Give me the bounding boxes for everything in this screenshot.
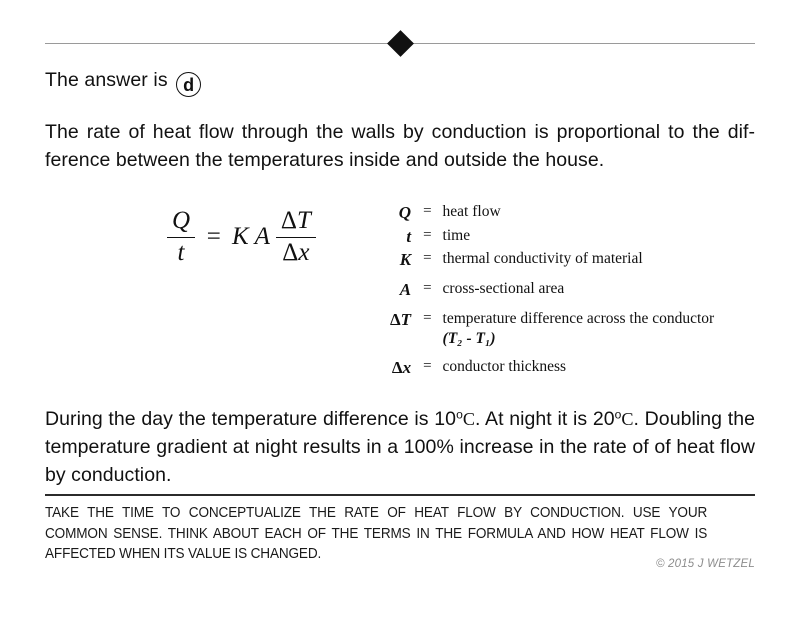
celsius-unit-night: C xyxy=(621,409,634,430)
answer-choice-badge: d xyxy=(176,72,201,97)
equation-rhs-fraction-bar xyxy=(276,237,316,238)
copyright-notice: © 2015 J WETZEL xyxy=(655,558,755,570)
closing-part-2: . At night it is 20 xyxy=(474,408,615,431)
legend-equals: = xyxy=(423,203,432,220)
legend-equals: = xyxy=(423,358,432,375)
answer-prefix: The answer is xyxy=(45,69,168,91)
legend-equals: = xyxy=(423,310,432,327)
delta-symbol-icon: Δ xyxy=(390,310,401,330)
equation-rhs-fraction xyxy=(276,208,316,266)
legend-row xyxy=(390,350,714,380)
delta-symbol-denominator: Δ xyxy=(282,239,299,267)
equation-rhs-denominator xyxy=(277,240,314,266)
footer-note: TAKE THE TIME TO CONCEPTUALIZE THE RATE OF HEAT FLOW BY CONDUCTION. USE YOUR COMMON SENSE. THINK ABOUT EACH OF THE TERMS IN THE FORMULA AND HOW HEAT FLOW IS AFFECTED WHEN ITS VALUE IS CHANGED. xyxy=(45,505,708,563)
statement-line-2: ference between the temperatures inside and outside the house. xyxy=(45,148,605,171)
equation-rhs-numerator xyxy=(276,208,316,234)
closing-paragraph xyxy=(45,406,755,489)
legend-row xyxy=(390,249,714,272)
closing-part-1: During the day the temperature difference is 10 xyxy=(45,408,457,431)
legend-description-text: temperature difference across the conductor xyxy=(442,310,715,328)
degree-symbol-day: o xyxy=(456,408,463,423)
equation-rhs-numerator-var: T xyxy=(296,207,311,235)
diamond-divider-icon xyxy=(387,30,414,57)
legend-equals: = xyxy=(423,249,432,266)
legend-description xyxy=(443,302,715,350)
legend-temperature-pair: (T₂ - T₁) xyxy=(442,329,496,347)
equation-coefficient-k: K xyxy=(231,223,249,251)
statement-line-1: The rate of heat flow through the walls by conduction is proportional to the dif- xyxy=(45,121,755,143)
legend-description: time xyxy=(442,226,471,244)
closing-part-3: . Doubling the temperature gradient at night results in a 100% increase in the rate of of heat flow by conduction. xyxy=(45,408,755,486)
equation-lhs-denominator: t xyxy=(177,239,185,267)
legend-row xyxy=(390,302,714,350)
legend-description: heat flow xyxy=(442,203,501,221)
answer-line xyxy=(45,68,755,97)
equation-rhs-denominator-var: x xyxy=(298,239,310,267)
equation-lhs-numerator: Q xyxy=(172,207,191,235)
equation-lhs-fraction-bar xyxy=(167,237,195,238)
heat-conduction-equation xyxy=(45,198,390,266)
legend-symbol xyxy=(390,302,423,350)
equation-coefficient-a: A xyxy=(254,223,270,251)
legend-description: conductor thickness xyxy=(442,358,567,376)
legend-equals: = xyxy=(423,226,432,243)
legend-row xyxy=(390,226,714,249)
celsius-unit-day: C xyxy=(462,409,475,430)
legend-symbol: K xyxy=(399,249,412,269)
equation-legend xyxy=(390,198,714,380)
legend-symbol-var: x xyxy=(402,358,412,378)
legend-equals: = xyxy=(423,280,432,297)
legend-row xyxy=(390,272,714,302)
degree-symbol-night: o xyxy=(614,408,622,423)
delta-symbol-numerator: Δ xyxy=(280,207,297,235)
legend-symbol xyxy=(390,350,423,380)
legend-symbol: Q xyxy=(398,203,412,223)
top-divider xyxy=(45,30,755,60)
legend-description: thermal conductivity of material xyxy=(442,249,643,267)
statement-paragraph xyxy=(45,119,755,174)
delta-symbol-icon: Δ xyxy=(391,358,403,378)
equation-lhs-fraction xyxy=(167,208,195,266)
legend-symbol: t xyxy=(406,226,412,246)
legend-table xyxy=(390,202,714,380)
formula-block xyxy=(45,198,755,380)
legend-row xyxy=(390,202,714,225)
equation-equals-sign: = xyxy=(205,223,222,251)
footer-rule xyxy=(45,494,755,496)
legend-description: cross-sectional area xyxy=(442,280,565,298)
legend-symbol-var: T xyxy=(400,310,412,330)
legend-symbol: A xyxy=(399,280,412,300)
